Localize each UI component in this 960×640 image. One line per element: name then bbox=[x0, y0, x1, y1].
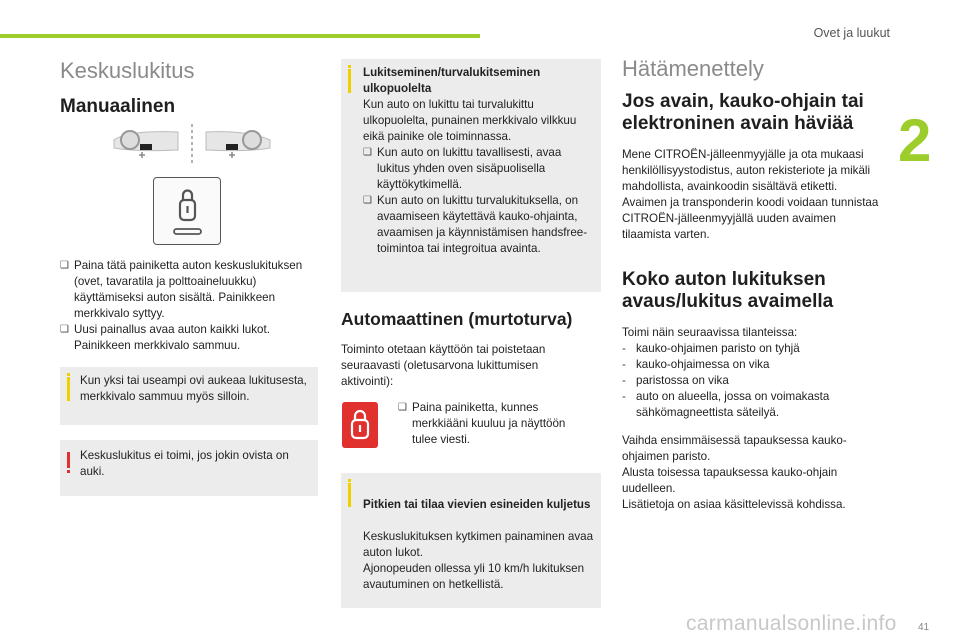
lock-button-icon bbox=[153, 177, 221, 245]
bullet-icon: ❑ bbox=[60, 324, 69, 335]
list-item: ❑ Paina tätä painiketta auton keskuslukituksen (ovet, tavaratila ja polttoaineluukku) käyttämiseksi auton sisältä. Painikkeen merkkivalo syttyy. bbox=[60, 259, 303, 320]
paragraph: Mene CITROËN-jälleenmyyjälle ja ota mukaasi henkilöllisyystodistus, auton rekisteriote ja mikäli mahdollista, avainkoodin sisältävä etiketti. Avaimen ja transponderin koodi voidaan tunnistaa CITROËN-jälleenmyyjällä uuden avaimen tilaamista varten. bbox=[622, 148, 879, 241]
info-icon bbox=[348, 65, 351, 68]
chapter-number: 2 bbox=[898, 107, 932, 174]
bullet-icon: ❑ bbox=[398, 402, 407, 413]
info-box-exterior-locking bbox=[341, 59, 601, 292]
info-icon bbox=[348, 479, 351, 482]
paragraph: Toimi näin seuraavissa tilanteissa: bbox=[622, 326, 798, 339]
bullet-icon: ❑ bbox=[363, 195, 372, 206]
subsection-title: Automaattinen (murtoturva) bbox=[341, 309, 573, 329]
manual-instructions bbox=[60, 258, 322, 354]
list-item: - paristossa on vika bbox=[622, 374, 729, 387]
list-item: - kauko-ohjaimessa on vika bbox=[622, 358, 770, 371]
info-box-long-objects bbox=[341, 473, 601, 608]
section-header: Ovet ja luukut bbox=[813, 26, 890, 40]
info-box: Kun yksi tai useampi ovi aukeaa lukitusesta, merkkivalo sammuu myös silloin. bbox=[60, 367, 318, 425]
box-title: Lukitseminen/turvalukitseminen ulkopuolelta bbox=[363, 66, 541, 95]
header-accent-bar bbox=[0, 34, 480, 38]
red-lock-icon bbox=[342, 402, 378, 448]
page-number: 41 bbox=[918, 622, 930, 633]
section-title: Keskuslukitus bbox=[60, 58, 195, 83]
list-item: - kauko-ohjaimen paristo on tyhjä bbox=[622, 342, 800, 355]
box-title: Pitkien tai tilaa vievien esineiden kuljetus bbox=[363, 498, 591, 511]
list-item: - auto on alueella, jossa on voimakasta sähkömagneettista säteilyä. bbox=[622, 390, 830, 419]
box-text: Kun auto on lukittu tai turvalukittu ulkopuolelta, punainen merkkivalo vilkkuu eikä painike ole toiminnassa. bbox=[363, 98, 577, 143]
list-item: ❑ Uusi painallus avaa auton kaikki lukot. Painikkeen merkkivalo sammuu. bbox=[60, 323, 270, 352]
auto-text: Toiminto otetaan käyttöön tai poistetaan seuraavasti (oletusarvona lukittumisen aktivointi): bbox=[341, 343, 546, 388]
section-title: Hätämenettely bbox=[622, 56, 764, 81]
paragraph: Vaihda ensimmäisessä tapauksessa kauko-ohjaimen paristo. Alusta toisessa tapauksessa kauko-ohjain uudelleen. Lisätietoja on asiaa käsittelevissä kohdissa. bbox=[622, 434, 847, 511]
list-item: ❑ Kun auto on lukittu tavallisesti, avaa lukitus yhden oven sisäpuolisella käyttökytkimellä. bbox=[363, 146, 562, 191]
info-icon bbox=[67, 373, 70, 376]
list-item: ❑ Paina painiketta, kunnes merkkiääni kuuluu ja näyttöön tulee viesti. bbox=[398, 401, 566, 446]
bullet-icon: ❑ bbox=[363, 147, 372, 158]
subsection-title: Koko auton lukituksen avaus/lukitus avaimella bbox=[622, 269, 834, 312]
warning-icon bbox=[67, 452, 70, 468]
left-column bbox=[60, 58, 320, 118]
subsection-title: Manuaalinen bbox=[60, 96, 176, 117]
subsection-title: Jos avain, kauko-ohjain tai elektroninen avain häviää bbox=[622, 91, 864, 134]
bullet-icon: ❑ bbox=[60, 260, 69, 271]
warning-box: Keskuslukitus ei toimi, jos jokin ovista on auki. bbox=[60, 440, 318, 496]
dashboard-switch-icon bbox=[108, 122, 276, 166]
watermark: carmanualsonline.info bbox=[686, 612, 897, 635]
box-text: Keskuslukituksen kytkimen painaminen avaa auton lukot. Ajonopeuden ollessa yli 10 km/h lukituksen avautuminen on hetkellistä. bbox=[363, 530, 594, 591]
list-item: ❑ Kun auto on lukittu turvalukituksella, on avaamiseen käytettävä kauko-ohjainta, avaamisen ja käynnistämisen handsfree-toimintoa tai integroitua avainta. bbox=[363, 194, 588, 255]
